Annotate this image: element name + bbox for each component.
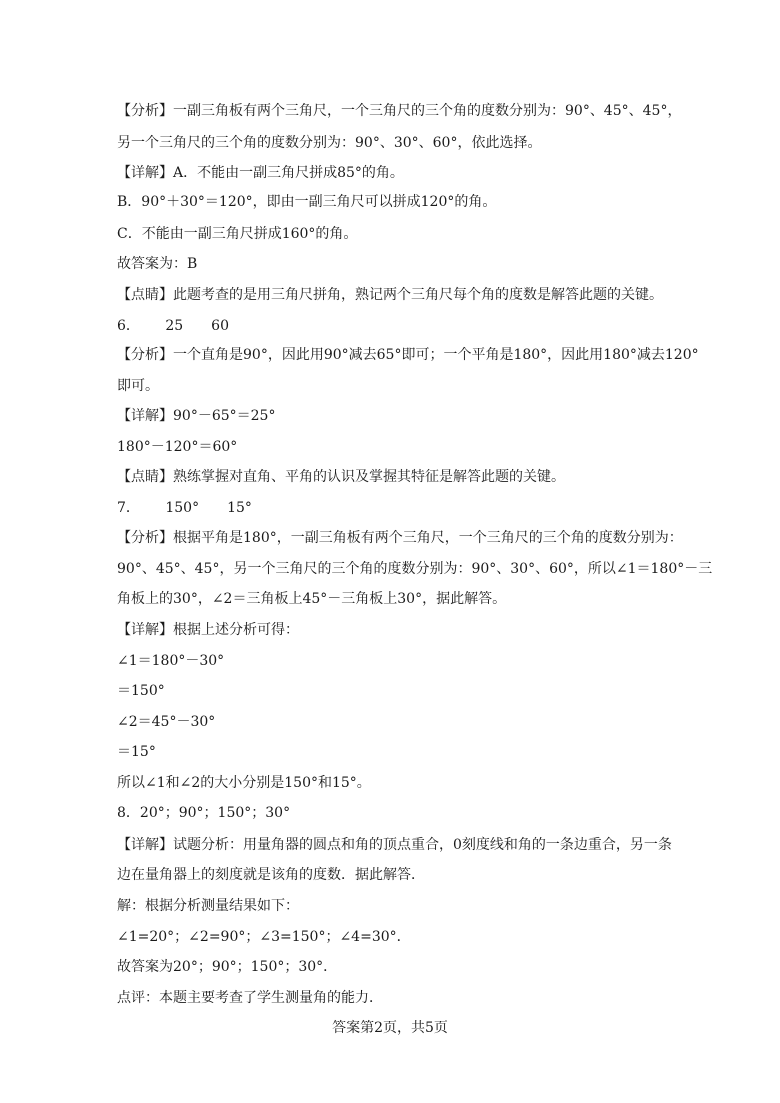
text-line: 解：根据分析测量结果如下：: [117, 898, 299, 914]
text-line: 【点睛】此题考查的是用三角尺拼角，熟记两个三角尺每个角的度数是解答此题的关键。: [117, 287, 663, 303]
text-line: 【详解】试题分析：用量角器的圆点和角的顶点重合，0刻度线和角的一条边重合，另一条: [117, 837, 672, 853]
text-line: 角板上的30°，∠2＝三角板上45°－三角板上30°，据此解答。: [117, 591, 507, 607]
text-line: 【点睛】熟练掌握对直角、平角的认识及掌握其特征是解答此题的关键。: [117, 469, 565, 485]
text-line: 【分析】根据平角是180°，一副三角板有两个三角尺，一个三角尺的三个角的度数分别为：: [117, 530, 683, 546]
text-line: 【详解】A．不能由一副三角尺拼成85°的角。: [117, 165, 404, 181]
text-line: 点评：本题主要考查了学生测量角的能力．: [117, 990, 383, 1006]
text-line: ∠1=20°；∠2=90°；∠3=150°；∠4=30°．: [117, 929, 411, 945]
text-line: 90°、45°、45°，另一个三角尺的三个角的度数分别为：90°、30°、60°，所以∠1＝180°－三: [117, 561, 713, 577]
text-line: 边在量角器上的刻度就是该角的度数．据此解答．: [117, 867, 425, 883]
question-number-line: 7． 150° 15°: [117, 500, 252, 516]
text-line: 【详解】根据上述分析可得：: [117, 622, 299, 638]
text-line: ＝15°: [117, 744, 156, 760]
text-line: 180°－120°＝60°: [117, 439, 238, 455]
text-line: 【详解】90°－65°＝25°: [117, 408, 276, 424]
text-line: ＝150°: [117, 683, 165, 699]
page-footer: 答案第2页，共5页: [332, 1020, 448, 1036]
text-line: ∠1＝180°－30°: [117, 653, 225, 669]
text-line: 故答案为：B: [117, 256, 198, 272]
text-line: 即可。: [117, 378, 159, 394]
text-line: ∠2＝45°－30°: [117, 714, 216, 730]
text-line: 【分析】一副三角板有两个三角尺，一个三角尺的三个角的度数分别为：90°、45°、45°，: [117, 103, 682, 119]
question-number-line: 8．20°；90°；150°；30°: [117, 805, 291, 821]
text-line: 故答案为20°；90°；150°；30°．: [117, 959, 338, 975]
text-line: 所以∠1和∠2的大小分别是150°和15°。: [117, 775, 371, 791]
text-line: C．不能由一副三角尺拼成160°的角。: [117, 226, 358, 242]
text-line: 另一个三角尺的三个角的度数分别为：90°、30°、60°，依此选择。: [117, 135, 542, 151]
question-number-line: 6． 25 60: [117, 318, 229, 334]
text-line: B．90°＋30°＝120°，即由一副三角尺可以拼成120°的角。: [117, 194, 497, 210]
text-line: 【分析】一个直角是90°，因此用90°减去65°即可；一个平角是180°，因此用180°减去120°: [117, 347, 699, 363]
